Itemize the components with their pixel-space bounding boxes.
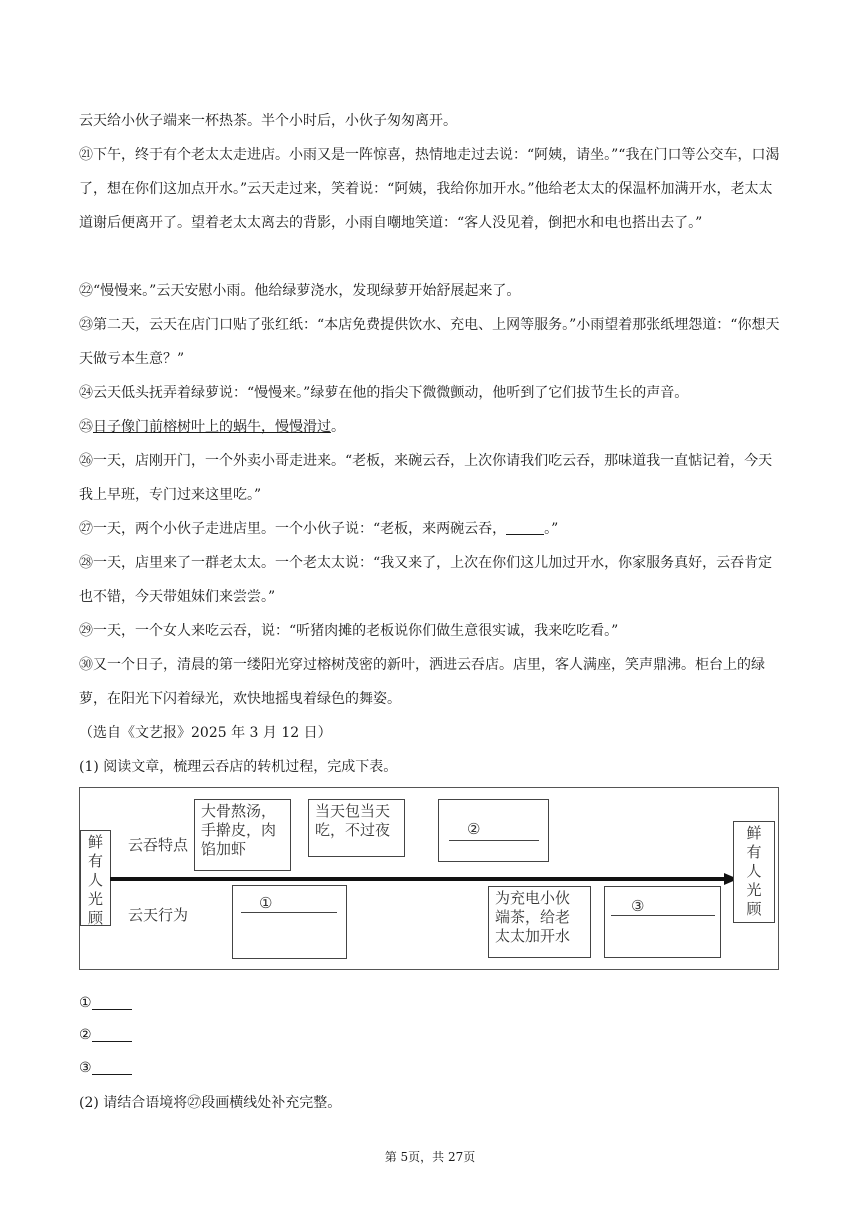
label-wonton-features: 云吞特点 bbox=[128, 836, 189, 854]
paragraph-27-after: 。” bbox=[544, 521, 559, 537]
action-box-1-blank[interactable] bbox=[232, 885, 347, 959]
timeline-arrow bbox=[110, 872, 740, 886]
circled-number-3: ③ bbox=[631, 897, 645, 915]
left-box-char: 顾 bbox=[87, 909, 103, 927]
question-2: (2) 请结合语境将㉗段画横线处补充完整。 bbox=[79, 1095, 342, 1111]
right-box-char: 鲜 bbox=[746, 824, 762, 842]
right-box-char: 人 bbox=[746, 862, 762, 880]
right-box-char: 顾 bbox=[746, 900, 762, 918]
paragraph-25-end: 。 bbox=[331, 419, 345, 435]
question-1: (1) 阅读文章，梳理云吞店的转机过程，完成下表。 bbox=[79, 759, 398, 775]
source-citation: （选自《文艺报》2025 年 3 月 12 日） bbox=[79, 725, 332, 741]
action-box-2: 为充电小伙端茶，给老太太加开水 bbox=[488, 886, 591, 958]
answer-line-3 bbox=[611, 915, 715, 916]
left-box-char: 光 bbox=[87, 890, 103, 908]
answer-line-2 bbox=[449, 840, 539, 841]
paragraph-26: ㉖一天，店刚开门，一个外卖小哥走进来。“老板，来碗云吞，上次你请我们吃云吞，那味道我一直惦记着，今天我上早班，专门过来这里吃。” bbox=[79, 453, 773, 503]
paragraph-24: ㉔云天低头抚弄着绿萝说：“慢慢来。”绿萝在他的指尖下微微颤动，他听到了它们拔节生长的声音。 bbox=[79, 385, 689, 401]
right-box-char: 光 bbox=[746, 881, 762, 899]
answer-3[interactable] bbox=[79, 1058, 132, 1078]
paragraph-20-end: 云天给小伙子端来一杯热茶。半个小时后，小伙子匆匆离开。 bbox=[79, 113, 457, 129]
feature-box-3-blank[interactable] bbox=[438, 799, 549, 862]
paragraph-25-underlined: 日子像门前榕树叶上的蜗牛，慢慢滑过 bbox=[93, 419, 331, 435]
paragraph-23: ㉓第二天，云天在店门口贴了张红纸：“本店免费提供饮水、充电、上网等服务。”小雨望着那张纸埋怨道：“你想天天做亏本生意？” bbox=[79, 317, 780, 367]
left-box-char: 人 bbox=[87, 871, 103, 889]
right-end-box bbox=[733, 821, 775, 923]
answer-3-number: ③ bbox=[79, 1060, 92, 1076]
answer-1-line bbox=[92, 995, 132, 1010]
feature-box-2: 当天包当天吃，不过夜 bbox=[308, 799, 405, 857]
left-start-box bbox=[80, 830, 111, 926]
answer-1-number: ① bbox=[79, 995, 92, 1011]
answer-3-line bbox=[92, 1060, 132, 1075]
page-footer: 第 5页，共 27页 bbox=[384, 1150, 476, 1164]
answer-2-line bbox=[92, 1027, 132, 1042]
answer-2[interactable] bbox=[79, 1025, 132, 1045]
paragraph-27 bbox=[79, 512, 781, 546]
feature-box-1: 大骨熬汤，手擀皮，肉馅加虾 bbox=[194, 799, 291, 871]
paragraph-25-number: ㉕ bbox=[79, 419, 93, 435]
action-box-3-blank[interactable] bbox=[604, 886, 721, 958]
answer-line-1 bbox=[241, 912, 337, 913]
paragraph-30: ㉚又一个日子，清晨的第一缕阳光穿过榕树茂密的新叶，洒进云吞店。店里，客人满座，笑声鼎沸。柜台上的绿萝，在阳光下闪着绿光，欢快地摇曳着绿色的舞姿。 bbox=[79, 657, 765, 707]
paragraph-29: ㉙一天，一个女人来吃云吞，说：“听猪肉摊的老板说你们做生意很实诚，我来吃吃看。” bbox=[79, 623, 619, 639]
paragraph-27-blank[interactable] bbox=[506, 520, 544, 535]
circled-number-2: ② bbox=[467, 820, 481, 838]
left-box-char: 有 bbox=[87, 852, 103, 870]
paragraph-22: ㉒“慢慢来。”云天安慰小雨。他给绿萝浇水，发现绿萝开始舒展起来了。 bbox=[79, 283, 521, 299]
answer-2-number: ② bbox=[79, 1027, 92, 1043]
label-yuntian-actions: 云天行为 bbox=[128, 906, 189, 924]
left-box-char: 鲜 bbox=[87, 833, 103, 851]
paragraph-28: ㉘一天，店里来了一群老太太。一个老太太说：“我又来了，上次在你们这儿加过开水，你家服务真好，云吞肯定也不错，今天带姐妹们来尝尝。” bbox=[79, 555, 773, 605]
paragraph-25 bbox=[79, 410, 781, 444]
process-diagram bbox=[79, 787, 779, 970]
right-box-char: 有 bbox=[746, 843, 762, 861]
answer-1[interactable] bbox=[79, 993, 132, 1013]
paragraph-27-before: ㉗一天，两个小伙子走进店里。一个小伙子说：“老板，来两碗云吞， bbox=[79, 521, 507, 537]
circled-number-1: ① bbox=[259, 894, 273, 912]
paragraph-21: ㉑下午，终于有个老太太走进店。小雨又是一阵惊喜，热情地走过去说：“阿姨，请坐。”“我在门口等公交车，口渴了，想在你们这加点开水。”云天走过来，笑着说：“阿姨，我给你加开水。”他给老太太的保温杯加满开水，老太太道谢后便离开了。望着老太太离去的背影，小雨自嘲地笑道：“客人没见着，倒把水和电也搭出去了。” bbox=[79, 147, 780, 231]
